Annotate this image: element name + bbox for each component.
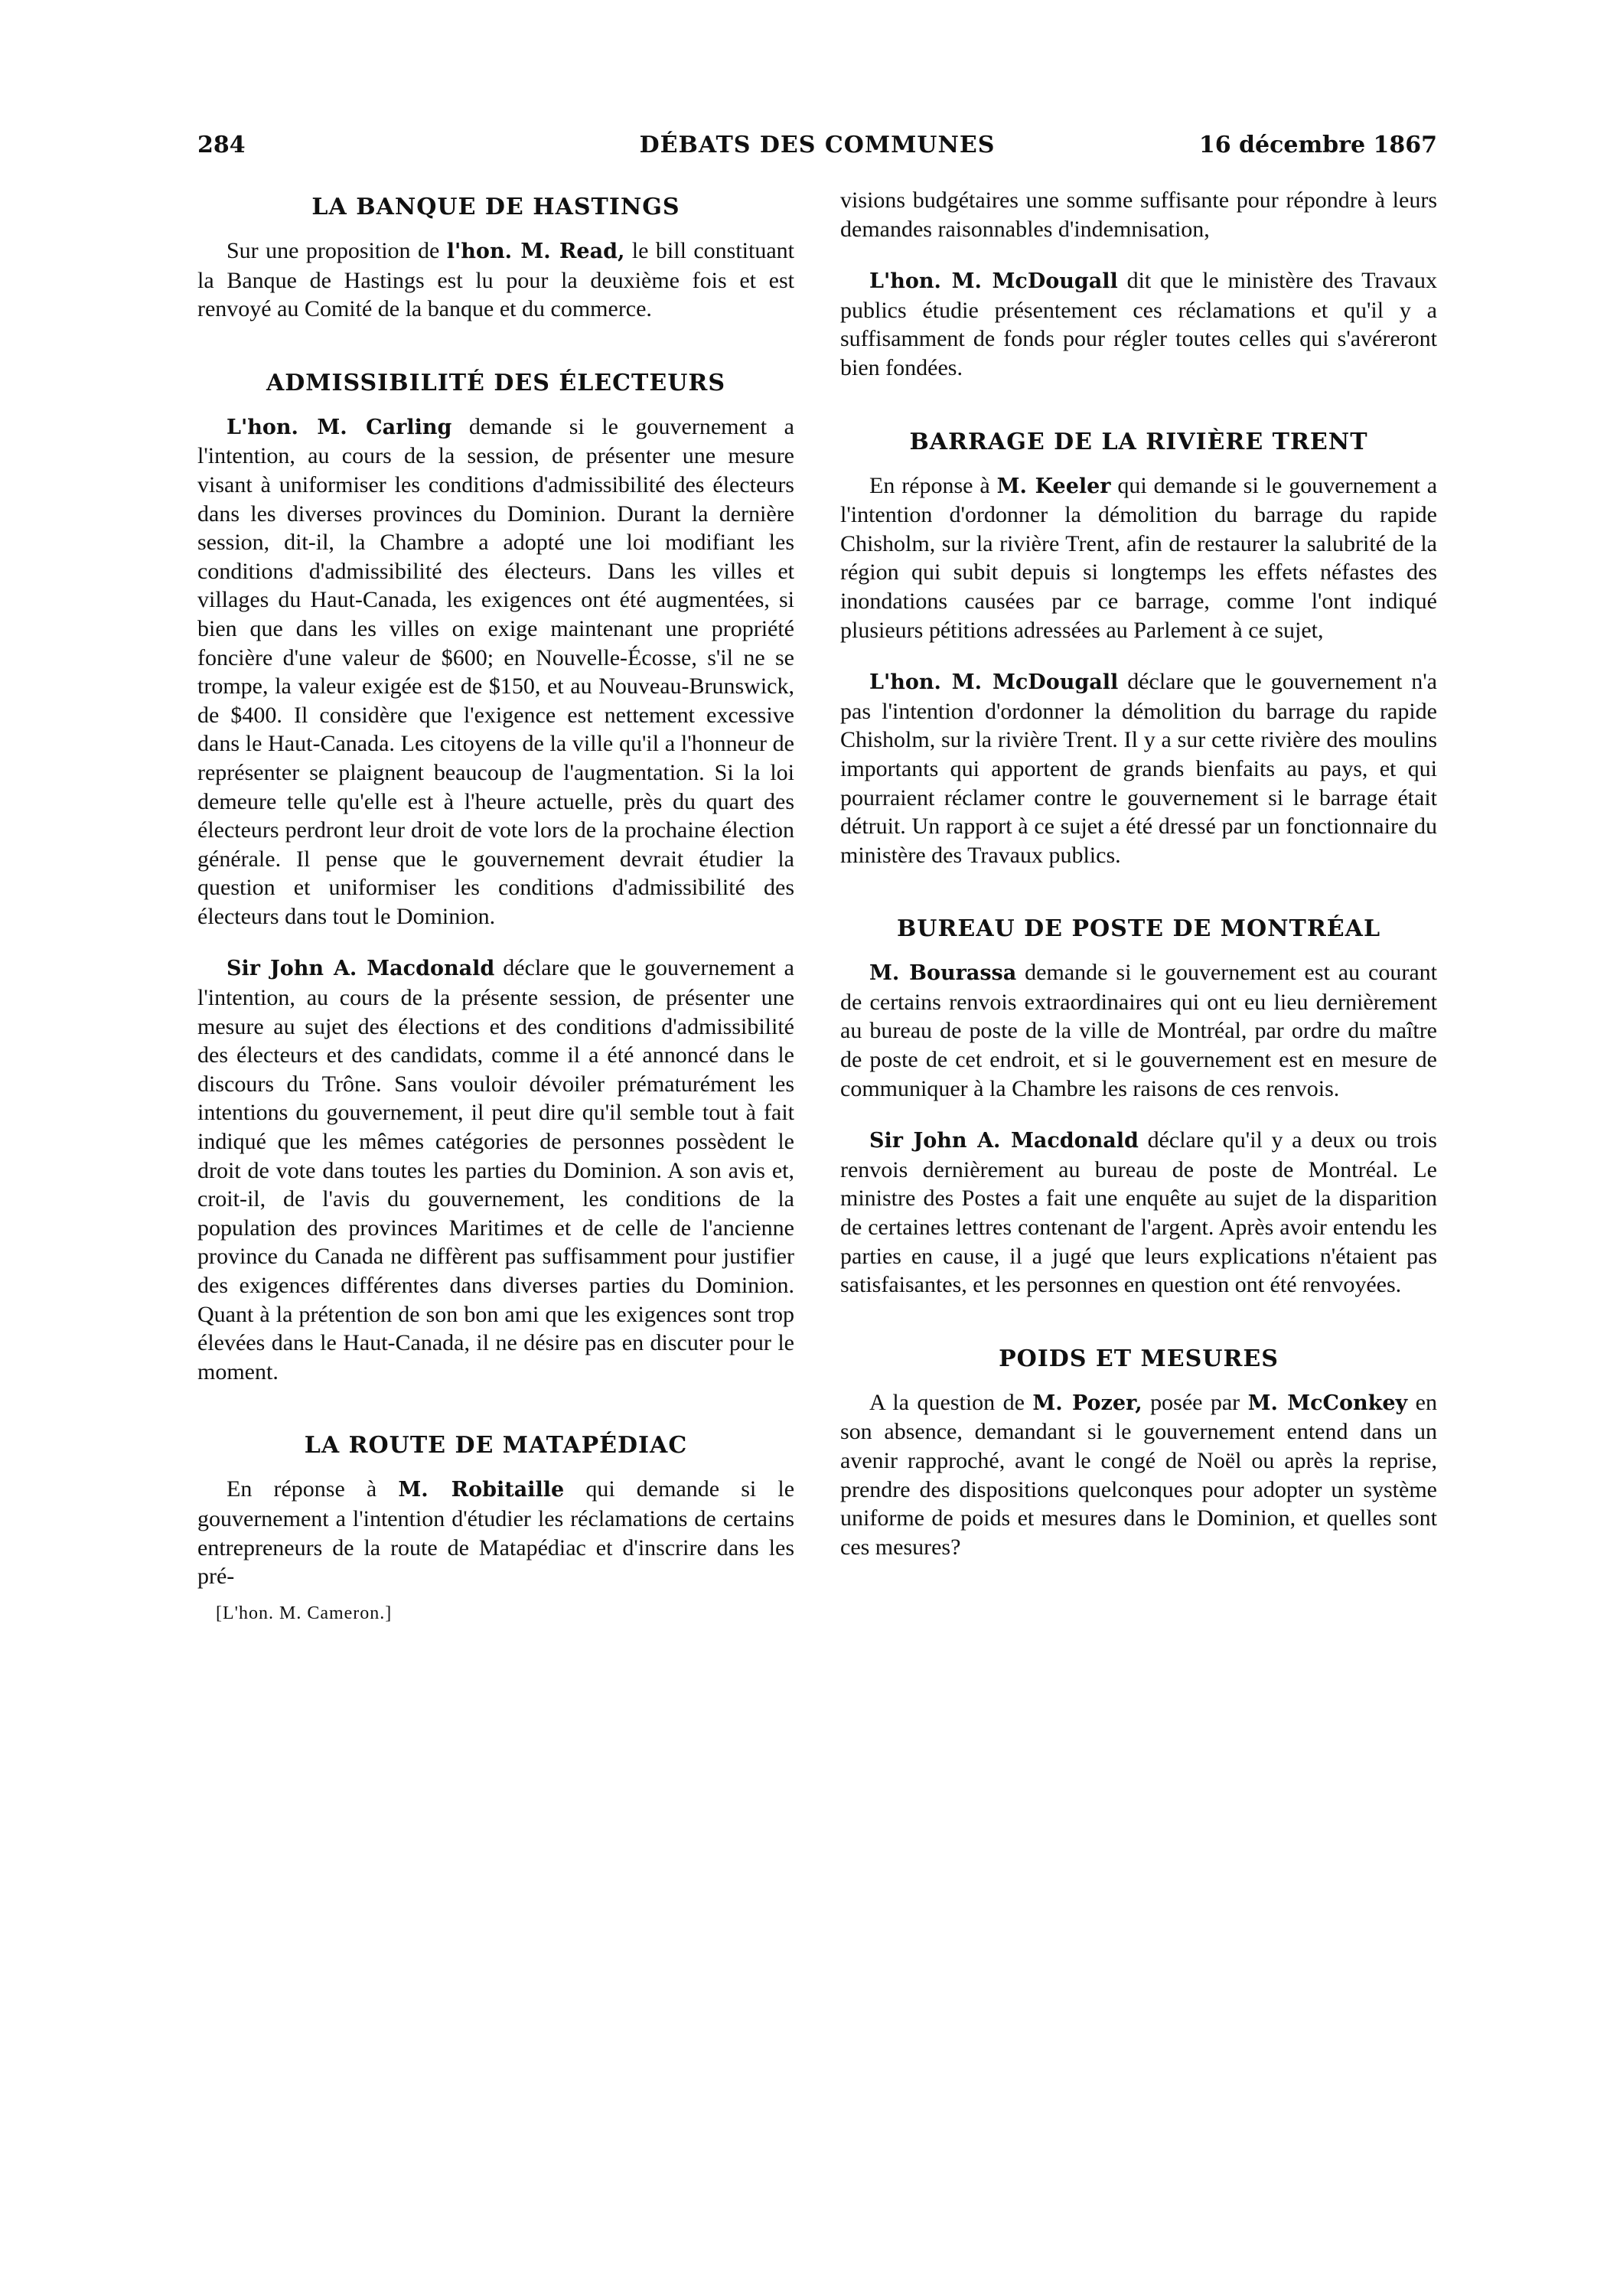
paragraph [840, 471, 1437, 645]
paragraph-text: qui demande si le gouvernement a l'intention d'ordonner la démolition du barrage du rapide Chisholm, sur la rivière Trent, afin de restaurer la salubrité de la région qui subit depuis si longtemps les effets néfastes des inondations causées par ce barrage, comme l'ont indiqué plusieurs pétitions adressées au Parlement à ce sujet, [840, 472, 1438, 643]
paragraph-text: dit que le ministère des Travaux publics étudie présentement ces réclamations et qu'il y a suffisamment de fonds pour régler toutes celles qui s'avéreront bien fondées. [840, 268, 1437, 380]
page-footer-note: [L'hon. M. Cameron.] [216, 1603, 393, 1623]
speaker-name: Sir John A. Macdonald [869, 1129, 1139, 1153]
speaker-name: M. McConkey [1247, 1391, 1408, 1415]
paragraph-text: En réponse à [869, 472, 997, 498]
speaker-name: L'hon. M. Carling [227, 415, 452, 439]
speaker-name: M. Pozer, [1032, 1391, 1143, 1415]
paragraph-text: demande si le gouvernement est au courant de certains renvois extraordinaires qui ont eu lieu dernièrement au bureau de poste de la ville de Montréal, par ordre du maître de poste de cet endroit, et si le gouvernement est en mesure de communiquer à la Chambre les raisons de ces renvois. [840, 960, 1437, 1101]
paragraph-text: En réponse à [227, 1476, 399, 1502]
page-date: 16 décembre 1867 [1198, 132, 1437, 158]
paragraph [197, 413, 794, 931]
paragraph [840, 1126, 1437, 1300]
paragraph-text: le bill constituant la Banque de Hastings est lu pour la deuxième fois et est renvoyé au Comité de la banque et du commerce. [197, 238, 795, 322]
section-heading-route-matapediac: LA ROUTE DE MATAPÉDIAC [304, 1432, 688, 1459]
speaker-name: Sir John A. Macdonald [227, 957, 495, 981]
speaker-name: L'hon. M. McDougall [869, 670, 1119, 695]
left-column [197, 186, 794, 1624]
paragraph-text: qui demande si le gouvernement a l'intention d'étudier les réclamations de certains entrepreneurs de la route de Matapédiac et d'inscrire dans les pré- [197, 1476, 795, 1590]
paragraph [197, 236, 794, 324]
paragraph [197, 1475, 794, 1590]
paragraph [840, 1388, 1437, 1562]
page-number: 284 [197, 132, 246, 158]
speaker-name: M. Keeler [996, 474, 1111, 498]
speaker-name: M. Robitaille [398, 1478, 565, 1502]
right-column [840, 186, 1437, 1561]
page-header [197, 132, 1437, 167]
paragraph [840, 667, 1437, 869]
paragraph-continuation: visions budgétaires une somme suffisante pour répondre à leurs demandes raisonnables d'indemnisation, [840, 188, 1437, 242]
section-heading-barrage-trent: BARRAGE DE LA RIVIÈRE TRENT [909, 428, 1368, 455]
paragraph [840, 266, 1437, 382]
paragraph-text: demande si le gouvernement a l'intention, au cours de la session, de présenter une mesure visant à uniformiser les conditions d'admissibilité des électeurs dans les diverses provinces du Dominion. Durant la dernière session, dit-il, la Chambre a adopté une loi modifiant les conditions d'admissibilité des électeurs. Dans les villes et villages du Haut-Canada, les exigences ont été augmentées, si bien que dans les villes on exige maintenant une propriété foncière d'une valeur de $600; en Nouvelle-Écosse, s'il ne se trompe, la valeur exigée est de $150, et au Nouveau-Brunswick, de $400. Il considère que l'exigence est nettement excessive dans le Haut-Canada. Les citoyens de la ville qu'il a l'honneur de représenter se plaignent beaucoup de l'augmentation. Si la loi demeure telle qu'elle est à l'heure actuelle, près du quart des électeurs perdront leur droit de vote lors de la prochaine élection générale. Il pense que le gouvernement devrait étudier la question et uniformiser les conditions d'admissibilité des électeurs dans tout le Dominion. [197, 413, 794, 929]
section-heading-banque-hastings: LA BANQUE DE HASTINGS [311, 194, 680, 220]
paragraph-text: en son absence, demandant si le gouvernement entend dans un avenir rapproché, avant le congé de Noël ou après la reprise, prendre des dispositions quelconques pour adopter un système uniforme de poids et mesures dans le Dominion, et quelles sont ces mesures? [840, 1389, 1437, 1560]
paragraph-text: déclare qu'il y a deux ou trois renvois dernièrement au bureau de poste de Montréal. Le ministre des Postes a fait une enquête au sujet de la disparition de certaines lettres contenant de l'argent. Après avoir entendu les parties en cause, il a jugé que leurs explications n'étaient pas satisfaisantes, et les personnes en question ont été renvoyées. [840, 1127, 1437, 1298]
speaker-name: M. Bourassa [869, 961, 1017, 986]
paragraph-text: Sur une proposition de [227, 238, 447, 263]
paragraph [840, 958, 1437, 1103]
paragraph-text: déclare que le gouvernement a l'intention, au cours de la présente session, de présenter une mesure au sujet des élections et des conditions d'admissibilité des électeurs et des candidats, comme il a été annoncé dans le discours du Trône. Sans vouloir dévoiler prématurément les intentions du gouvernement, il peut dire qu'il semble tout à fait indiqué que les mêmes catégories de personnes possèdent le droit de vote dans toutes les parties du Dominion. A son avis et, croit-il, de l'avis du gouvernement, les conditions de la population des provinces Maritimes et de celle de l'ancienne province du Canada ne diffèrent pas suffisamment pour justifier des exigences différentes dans diverses parties du Dominion. Quant à la prétention de son bon ami que les exigences sont trop élevées dans le Haut-Canada, il ne désire pas en discuter pour le moment. [197, 955, 795, 1384]
section-heading-poids-mesures: POIDS ET MESURES [999, 1345, 1279, 1372]
paragraph-text: posée par [1142, 1389, 1248, 1415]
speaker-name: L'hon. M. McDougall [869, 269, 1118, 294]
paragraph-text: A la question de [869, 1389, 1033, 1415]
speaker-name: l'hon. M. Read, [446, 240, 625, 263]
section-heading-admissibilite: ADMISSIBILITÉ DES ÉLECTEURS [266, 369, 726, 396]
paragraph-text: déclare que le gouvernement n'a pas l'intention d'ordonner la démolition du barrage du rapide Chisholm, sur la rivière Trent. Il y a sur cette rivière des moulins importants qui apportent de grands bienfaits au pays, et qui pourraient réclamer contre le gouvernement si le barrage était détruit. Un rapport à ce sujet a été dressé par un fonctionnaire du ministère des Travaux publics. [840, 669, 1437, 868]
section-heading-bureau-poste: BUREAU DE POSTE DE MONTRÉAL [896, 915, 1381, 943]
paragraph [197, 954, 794, 1386]
running-title: DÉBATS DES COMMUNES [639, 132, 996, 158]
